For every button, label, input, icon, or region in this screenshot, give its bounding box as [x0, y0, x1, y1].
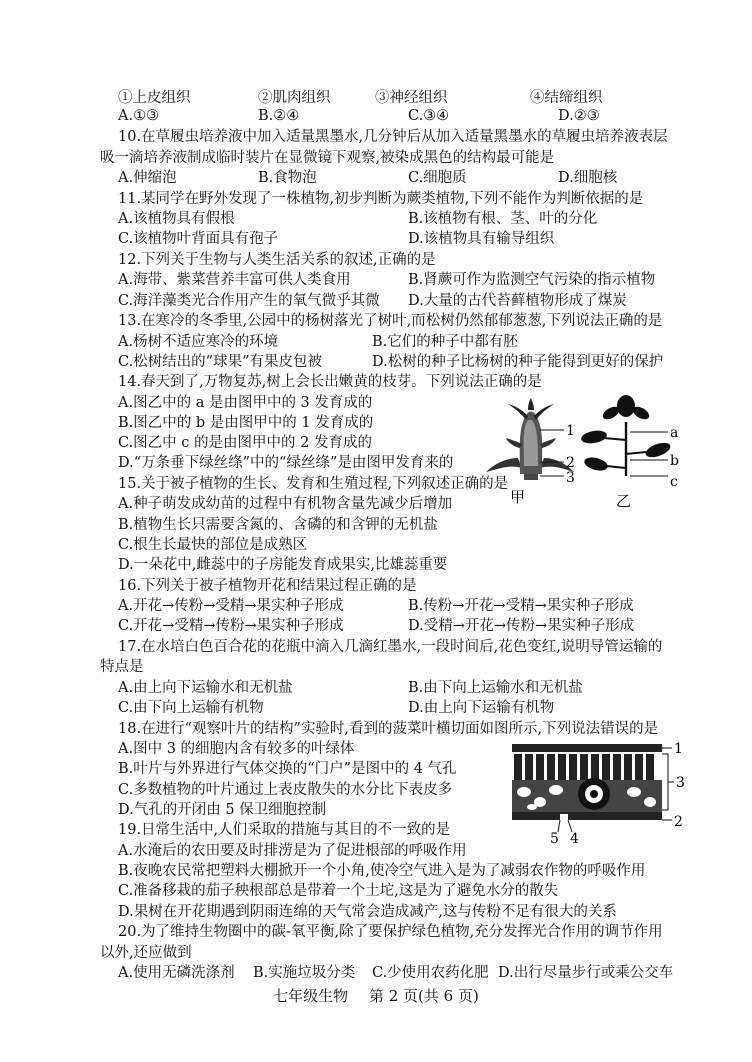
leaf-label-3: 3 [676, 775, 685, 791]
q19-option-a: A.水淹后的农田要及时排涝是为了促进根部的呼吸作用 [118, 843, 467, 859]
shoot-figure-yi [570, 392, 690, 510]
q14-option-c: C.图乙中 c 的是由图甲中的 2 发育成的 [118, 435, 372, 451]
q16-option-b: B.传粉→开花→受精→果实种子形成 [408, 598, 634, 614]
q10-option-b: B.食物泡 [258, 170, 317, 186]
q9-option-c: C.③④ [408, 108, 450, 124]
q13-option-a: A.杨树不适应寒冷的环境 [118, 334, 279, 350]
q13-stem: 13.在寒冷的冬季里,公园中的杨树落光了树叶,而松树仍然郁郁葱葱,下列说法正确的是 [118, 313, 663, 329]
q14-option-b: B.图乙中的 b 是由图甲中的 1 发育成的 [118, 415, 374, 431]
q20-option-a: A.使用无磷洗涤剂 [118, 965, 235, 981]
q20-stem: 20.为了维持生物圈中的碳-氧平衡,除了要保护绿色植物,充分发挥光合作用的调节作用 [118, 924, 663, 940]
q10-stem-cont: 吸一滴培养液制成临时装片在显微镜下观察,被染成黑色的结构最可能是 [100, 150, 555, 166]
q17-option-a: A.由上向下运输水和无机盐 [118, 680, 293, 696]
q11-stem: 11.某同学在野外发现了一株植物,初步判断为蕨类植物,下列不能作为判断依据的是 [118, 191, 644, 207]
leaf-cross-section-figure [508, 740, 694, 844]
tissue-4: ④结缔组织 [530, 90, 603, 106]
q11-option-c: C.该植物叶背面具有孢子 [118, 231, 279, 247]
q10-option-a: A.伸缩泡 [118, 170, 177, 186]
page-footer [0, 985, 752, 1006]
footer-subject: 七年级生物 [273, 987, 349, 1005]
jia-caption: 甲 [510, 488, 526, 506]
q14-option-d: D.“万条垂下绿丝绦”中的“绿丝绦”是由图甲发育来的 [118, 455, 454, 471]
q10-stem: 10.在草履虫培养液中加入适量黑墨水,几分钟后从加入适量黑墨水的草履虫培养液表层 [118, 129, 668, 145]
tissue-2: ②肌肉组织 [258, 90, 331, 106]
q18-option-b: B.叶片与外界进行气体交换的“门户”是图中的 4 气孔 [118, 761, 457, 777]
q17-stem: 17.在水培白色百合花的花瓶中滴入几滴红墨水,一段时间后,花色变红,说明导管运输的 [118, 639, 663, 655]
q12-option-c: C.海洋藻类光合作用产生的氧气微乎其微 [118, 293, 380, 309]
q20-option-d: D.出行尽量步行或乘公交车 [498, 965, 674, 981]
leaf-label-4: 4 [570, 831, 579, 844]
q9-option-d: D.②③ [558, 108, 600, 124]
q12-option-a: A.海带、紫菜营养丰富可供人类食用 [118, 272, 351, 288]
leaf-label-2: 2 [674, 814, 683, 830]
q19-option-d: D.果树在开花期遇到阴雨连绵的天气常会造成减产,这与传粉不足有很大的关系 [118, 904, 617, 920]
q9-option-a: A.①③ [118, 108, 160, 124]
q13-option-d: D.松树的种子比杨树的种子能得到更好的保护 [372, 354, 664, 370]
q16-option-d: D.受精→开花→传粉→果实种子形成 [408, 618, 635, 634]
q17-option-c: C.由下向上运输有机物 [118, 700, 264, 716]
q20-option-c: C.少使用农药化肥 [372, 965, 489, 981]
tissue-3: ③神经组织 [375, 90, 448, 106]
leaf-label-5: 5 [550, 831, 559, 844]
q17-option-d: D.由上向下运输有机物 [408, 700, 555, 716]
q13-option-c: C.松树结出的“球果”有果皮包被 [118, 354, 323, 370]
q15-option-a: A.种子萌发成幼苗的过程中有机物含量先减少后增加 [118, 496, 453, 512]
footer-page-number: 第 2 页(共 6 页) [368, 987, 479, 1005]
q16-option-a: A.开花→传粉→受精→果实种子形成 [118, 598, 344, 614]
q15-option-d: D.一朵花中,雌蕊中的子房能发育成果实,比雄蕊重要 [118, 557, 448, 573]
q10-option-c: C.细胞质 [408, 170, 467, 186]
q16-option-c: C.开花→受精→传粉→果实种子形成 [118, 618, 344, 634]
q15-option-c: C.根生长最快的部位是成熟区 [118, 537, 308, 553]
q18-stem: 18.在进行“观察叶片的结构”实验时,看到的菠菜叶横切面如图所示,下列说法错误的是 [118, 721, 659, 737]
q10-option-d: D.细胞核 [558, 170, 618, 186]
q17-option-b: B.由下向上运输水和无机盐 [408, 680, 583, 696]
q15-option-b: B.植物生长只需要含氮的、含磷的和含钾的无机盐 [118, 517, 438, 533]
q16-stem: 16.下列关于被子植物开花和结果过程正确的是 [118, 578, 417, 594]
yi-label-c: c [670, 474, 678, 490]
q15-stem: 15.关于被子植物的生长、发育和生殖过程,下列叙述正确的是 [118, 476, 509, 492]
jia-label-1: 1 [566, 423, 575, 439]
tissue-1: ①上皮组织 [118, 90, 191, 106]
q18-option-a: A.图中 3 的细胞内含有较多的叶绿体 [118, 741, 355, 757]
q18-option-c: C.多数植物的叶片通过上表皮散失的水分比下表皮多 [118, 782, 453, 798]
q11-option-b: B.该植物有根、茎、叶的分化 [408, 211, 598, 227]
q12-stem: 12.下列关于生物与人类生活关系的叙述,正确的是 [118, 252, 436, 268]
q14-option-a: A.图乙中的 a 是由图甲中的 3 发育成的 [118, 395, 373, 411]
q18-option-d: D.气孔的开闭由 5 保卫细胞控制 [118, 802, 327, 818]
yi-label-b: b [670, 453, 679, 469]
jia-label-3: 3 [566, 470, 575, 486]
q17-stem-cont: 特点是 [100, 659, 144, 675]
yi-label-a: a [670, 425, 679, 441]
q9-option-b: B.②④ [258, 108, 300, 124]
q20-option-b: B.实施垃圾分类 [253, 965, 356, 981]
yi-caption: 乙 [616, 492, 632, 510]
q19-stem: 19.日常生活中,人们采取的措施与其目的不一致的是 [118, 822, 451, 838]
q20-stem-cont: 以外,还应做到 [100, 945, 192, 961]
q13-option-b: B.它们的种子中都有胚 [372, 334, 518, 350]
q19-option-c: C.准备移栽的茄子秧根部总是带着一个土坨,这是为了避免水分的散失 [118, 883, 559, 899]
q11-option-a: A.该植物具有假根 [118, 211, 235, 227]
q14-stem: 14.春天到了,万物复苏,树上会长出嫩黄的枝芽。下列说法正确的是 [118, 374, 542, 390]
q19-option-b: B.夜晚农民常把塑料大棚掀开一个小角,使冷空气进入是为了减弱农作物的呼吸作用 [118, 863, 646, 879]
q12-option-d: D.大量的古代苔藓植物形成了煤炭 [408, 293, 627, 309]
q12-option-b: B.肾蕨可作为监测空气污染的指示植物 [408, 272, 656, 288]
jia-label-2: 2 [566, 455, 575, 471]
leaf-label-1: 1 [674, 741, 683, 757]
q11-option-d: D.该植物具有输导组织 [408, 231, 555, 247]
